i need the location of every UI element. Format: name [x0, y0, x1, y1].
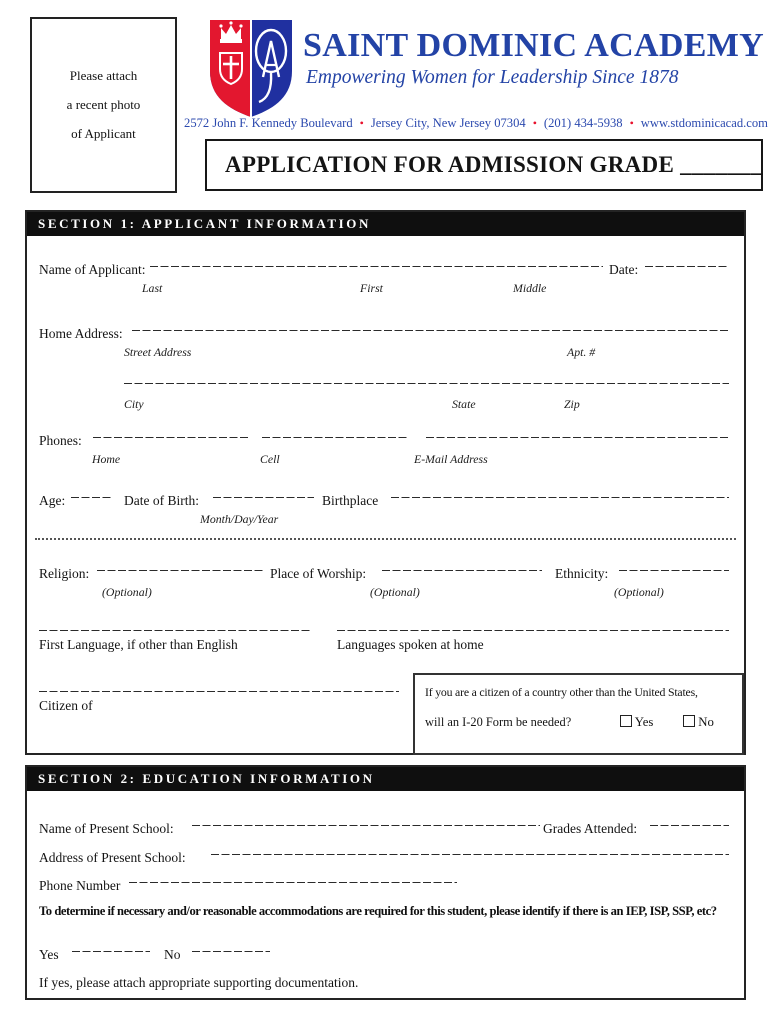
section-1-applicant-information [25, 210, 746, 755]
first-language-field[interactable] [39, 616, 312, 631]
address-city: Jersey City, New Jersey 07304 [370, 116, 526, 130]
applicant-name-field[interactable] [150, 252, 603, 267]
city-sublabel: City [124, 397, 144, 411]
accommodations-yes-field[interactable] [72, 937, 150, 952]
i20-question-box [413, 673, 744, 755]
apt-number-sublabel: Apt. # [567, 345, 596, 359]
bullet-icon: • [532, 116, 537, 130]
accommodations-question: To determine if necessary and/or reasonable accommodations are required for this student, please identify if there is an IEP, ISP, SSP, etc? [39, 904, 717, 918]
street-address-field[interactable] [132, 316, 729, 331]
grades-attended-label: Grades Attended: [543, 821, 638, 836]
citizen-of-sublabel: Citizen of [39, 698, 93, 713]
photo-box-line3: of Applicant [71, 126, 136, 141]
phone-number-label: Phone Number [39, 878, 121, 893]
section-1-header-bar [27, 212, 744, 236]
home-address-label: Home Address: [39, 326, 123, 341]
dotted-divider [35, 538, 736, 540]
place-of-worship-label: Place of Worship: [270, 566, 367, 581]
accommodations-no-field[interactable] [192, 937, 270, 952]
middle-sublabel: Middle [513, 281, 547, 295]
present-school-label: Name of Present School: [39, 821, 174, 836]
i20-yes-option[interactable] [620, 715, 653, 730]
languages-at-home-sublabel: Languages spoken at home [337, 637, 484, 652]
i20-yes-label: Yes [634, 715, 654, 729]
i20-yes-checkbox[interactable] [620, 715, 632, 727]
date-label: Date: [609, 262, 639, 277]
application-title-box [205, 139, 763, 191]
religion-optional-sublabel: (Optional) [102, 585, 152, 599]
birthplace-label: Birthplace [322, 493, 379, 508]
address-website[interactable]: www.stdominicacad.com [640, 116, 768, 130]
religion-label: Religion: [39, 566, 90, 581]
grades-attended-field[interactable] [650, 811, 729, 826]
application-title: APPLICATION FOR ADMISSION GRADE [225, 152, 681, 177]
i20-no-label: No [698, 715, 714, 729]
present-school-field[interactable] [192, 811, 540, 826]
photo-box-line2: a recent photo [66, 97, 141, 112]
school-address-line [184, 116, 768, 131]
date-field[interactable] [645, 252, 729, 267]
section-1-title: SECTION 1: APPLICANT INFORMATION [38, 216, 371, 231]
accommodations-no-label: No [164, 947, 181, 962]
citizen-of-field[interactable] [39, 677, 399, 692]
first-sublabel: First [360, 281, 383, 295]
i20-question-line1: If you are a citizen of a country other than the United States, [425, 685, 698, 699]
date-of-birth-label: Date of Birth: [124, 493, 199, 508]
zip-sublabel: Zip [564, 397, 580, 411]
first-language-sublabel: First Language, if other than English [39, 637, 238, 652]
photo-attach-box [30, 17, 177, 193]
name-of-applicant-label: Name of Applicant: [39, 262, 146, 277]
ethnicity-field[interactable] [619, 556, 729, 571]
home-phone-sublabel: Home [92, 452, 121, 466]
i20-question-line2: will an I-20 Form be needed? [425, 715, 572, 729]
cell-phone-sublabel: Cell [260, 452, 280, 466]
religion-field[interactable] [97, 556, 265, 571]
email-sublabel: E-Mail Address [414, 452, 488, 466]
school-tagline: Empowering Women for Leadership Since 1878 [306, 67, 679, 88]
school-name: SAINT DOMINIC ACADEMY [303, 27, 764, 64]
age-label: Age: [39, 493, 66, 508]
if-yes-note: If yes, please attach appropriate supporting documentation. [39, 975, 359, 990]
city-state-zip-field[interactable] [124, 369, 729, 384]
i20-no-option[interactable] [683, 715, 714, 730]
i20-no-checkbox[interactable] [683, 715, 695, 727]
email-field[interactable] [426, 423, 729, 438]
section-2-header-bar [27, 767, 744, 791]
last-sublabel: Last [142, 281, 163, 295]
school-crest-icon [205, 13, 297, 121]
ethnicity-label: Ethnicity: [555, 566, 609, 581]
street-address-sublabel: Street Address [124, 345, 192, 359]
phones-label: Phones: [39, 433, 82, 448]
place-of-worship-field[interactable] [382, 556, 542, 571]
address-phone: (201) 434-5938 [543, 116, 623, 130]
birthplace-field[interactable] [391, 483, 729, 498]
section-2-title: SECTION 2: EDUCATION INFORMATION [38, 771, 375, 786]
cell-phone-field[interactable] [262, 423, 409, 438]
school-address-field[interactable] [211, 840, 729, 855]
home-phone-field[interactable] [93, 423, 248, 438]
school-phone-field[interactable] [129, 868, 457, 883]
date-of-birth-field[interactable] [213, 483, 314, 498]
address-street: 2572 John F. Kennedy Boulevard [184, 116, 353, 130]
month-day-year-sublabel: Month/Day/Year [200, 512, 279, 526]
worship-optional-sublabel: (Optional) [370, 585, 420, 599]
age-field[interactable] [71, 483, 111, 498]
bullet-icon: • [359, 116, 364, 130]
section-2-education-information [25, 765, 746, 1000]
photo-box-line1: Please attach [69, 68, 138, 83]
state-sublabel: State [452, 397, 476, 411]
grade-blank-field[interactable]: _______ [680, 152, 763, 177]
languages-at-home-field[interactable] [337, 616, 729, 631]
bullet-icon: • [629, 116, 634, 130]
school-address-label: Address of Present School: [39, 850, 186, 865]
ethnicity-optional-sublabel: (Optional) [614, 585, 664, 599]
accommodations-yes-label: Yes [39, 947, 59, 962]
